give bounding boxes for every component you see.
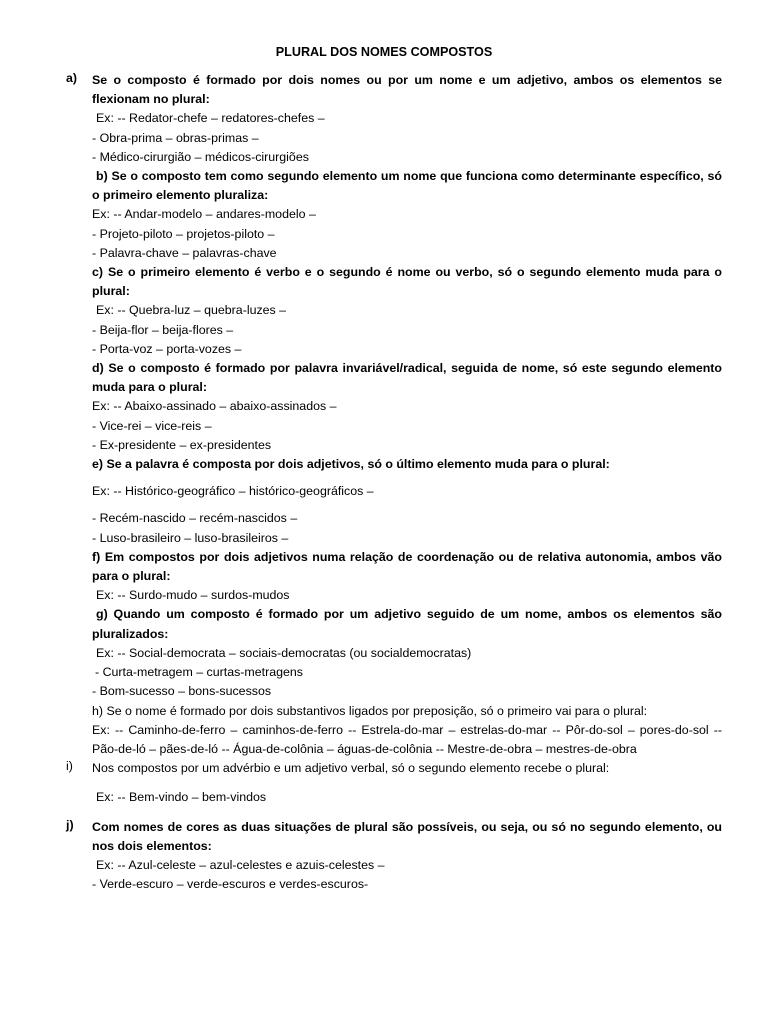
rule-c-example-1: Ex: -- Quebra-luz – quebra-luzes – bbox=[96, 303, 287, 318]
rule-j-text: Com nomes de cores as duas situações de plural são possíveis, ou seja, ou só no segundo elemento, ou nos dois elementos: bbox=[92, 819, 722, 853]
rule-a-example-3: - Médico-cirurgião – médicos-cirurgiões bbox=[92, 149, 309, 164]
rule-d-example-1: Ex: -- Abaixo-assinado – abaixo-assinados – bbox=[92, 399, 337, 414]
page-title: PLURAL DOS NOMES COMPOSTOS bbox=[275, 45, 493, 59]
rule-e-example-3: - Luso-brasileiro – luso-brasileiros – bbox=[92, 530, 289, 545]
rule-i-example-1: Ex: -- Bem-vindo – bem-vindos bbox=[96, 790, 267, 805]
rule-a bbox=[66, 71, 722, 759]
rule-d-example-3: - Ex-presidente – ex-presidentes bbox=[92, 437, 272, 452]
rule-b-example-1: Ex: -- Andar-modelo – andares-modelo – bbox=[92, 207, 316, 222]
rule-g-example-3: - Bom-sucesso – bons-sucessos bbox=[92, 684, 272, 699]
rule-e-example-2: - Recém-nascido – recém-nascidos – bbox=[92, 511, 298, 526]
rule-h-examples: Ex: -- Caminho-de-ferro – caminhos-de-ferro -- Estrela-do-mar – estrelas-do-mar -- Pôr-do-sol – pores-do-sol -- Pão-de-ló – pães-de-ló -- Água-de-colônia – águas-de-colônia -- Mestre-de-obra – mestres-de-obra bbox=[92, 722, 722, 756]
rule-i-text: Nos compostos por um advérbio e um adjetivo verbal, só o segundo elemento recebe o plural: bbox=[92, 761, 610, 776]
rule-c-example-3: - Porta-voz – porta-vozes – bbox=[92, 341, 242, 356]
rule-i-marker: i) bbox=[66, 759, 73, 774]
rule-e-text: e) Se a palavra é composta por dois adjetivos, só o último elemento muda para o plural: bbox=[92, 457, 610, 472]
rule-j bbox=[66, 818, 722, 895]
rule-a-marker: a) bbox=[66, 71, 78, 85]
rule-f-text: f) Em compostos por dois adjetivos numa relação de coordenação ou de relativa autonomia, ambos vão para o plural: bbox=[92, 549, 722, 584]
rule-a-example-2: - Obra-prima – obras-primas – bbox=[92, 130, 259, 145]
rule-g-text: g) Quando um composto é formado por um adjetivo seguido de um nome, ambos os elementos são pluralizados: bbox=[92, 607, 722, 641]
rule-f-example-1: Ex: -- Surdo-mudo – surdos-mudos bbox=[96, 588, 290, 603]
rule-a-text: Se o composto é formado por dois nomes ou por um nome e um adjetivo, ambos os elementos se flexionam no plural: bbox=[92, 73, 722, 107]
rule-j-example-1: Ex: -- Azul-celeste – azul-celestes e azuis-celestes – bbox=[96, 857, 385, 872]
rule-d-text: d) Se o composto é formado por palavra invariável/radical, seguida de nome, só este segundo elemento muda para o plural: bbox=[92, 361, 722, 395]
rule-b-text: b) Se o composto tem como segundo elemento um nome que funciona como determinante específico, só o primeiro elemento pluraliza: bbox=[92, 169, 722, 203]
rule-g-example-2: - Curta-metragem – curtas-metragens bbox=[95, 665, 303, 680]
rule-a-example-1: Ex: -- Redator-chefe – redatores-chefes – bbox=[96, 111, 325, 126]
rule-e-example-1: Ex: -- Histórico-geográfico – histórico-geográficos – bbox=[92, 484, 374, 499]
rule-b-example-2: - Projeto-piloto – projetos-piloto – bbox=[92, 226, 275, 241]
rule-d-example-2: - Vice-rei – vice-reis – bbox=[92, 418, 212, 433]
document-body bbox=[66, 71, 722, 894]
rule-h-text: h) Se o nome é formado por dois substantivos ligados por preposição, só o primeiro vai para o plural: bbox=[92, 703, 648, 718]
rule-j-example-2: - Verde-escuro – verde-escuros e verdes-escuros- bbox=[92, 877, 369, 892]
rule-b-example-3: - Palavra-chave – palavras-chave bbox=[92, 245, 277, 260]
rule-c-text: c) Se o primeiro elemento é verbo e o segundo é nome ou verbo, só o segundo elemento muda para o plural: bbox=[92, 265, 722, 299]
rule-g-example-1: Ex: -- Social-democrata – sociais-democratas (ou socialdemocratas) bbox=[96, 645, 472, 660]
rule-j-marker: j) bbox=[66, 817, 74, 832]
rule-c-example-2: - Beija-flor – beija-flores – bbox=[92, 322, 234, 337]
rule-i bbox=[66, 759, 722, 807]
